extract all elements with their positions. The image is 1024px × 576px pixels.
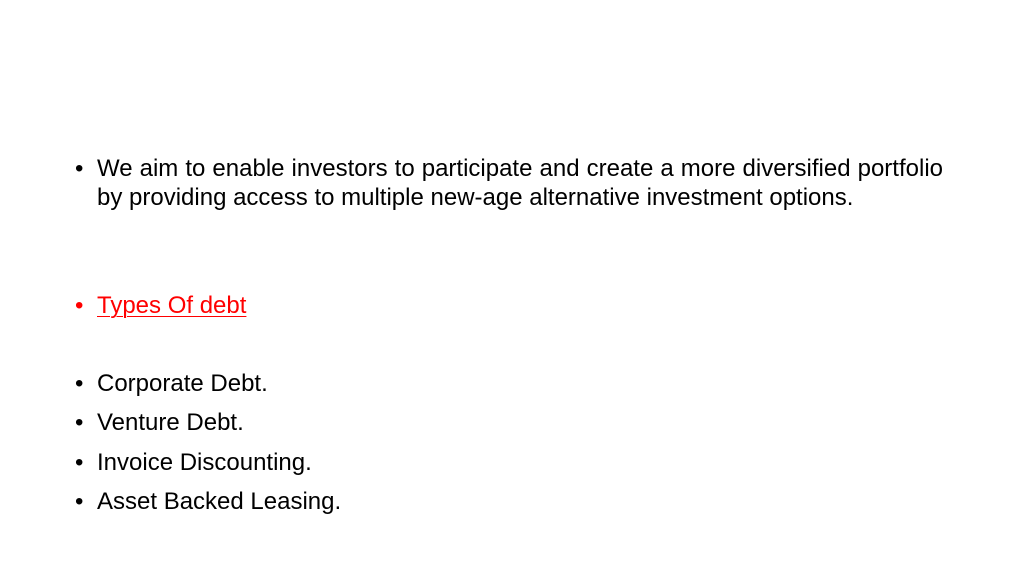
list-item-asset-backed-leasing [75, 487, 341, 516]
bullet-icon: • [75, 155, 84, 182]
types-heading-link[interactable]: Types Of debt [97, 292, 247, 319]
types-heading-item [75, 291, 246, 320]
list-item-label: Corporate Debt. [97, 370, 268, 397]
intro-text: We aim to enable investors to participate and create a more diversified portfolio by providing access to multiple new-age alternative investment options. [97, 155, 943, 211]
bullet-icon: • [75, 292, 84, 319]
list-item-invoice-discounting [75, 448, 312, 477]
bullet-icon: • [75, 370, 84, 397]
list-item-corporate-debt [75, 369, 268, 398]
intro-bullet-item [75, 154, 943, 212]
list-item-label: Venture Debt. [97, 409, 244, 436]
list-item-label: Invoice Discounting. [97, 449, 312, 476]
list-item-label: Asset Backed Leasing. [97, 488, 342, 515]
bullet-icon: • [75, 449, 84, 476]
bullet-icon: • [75, 488, 84, 515]
list-item-venture-debt [75, 408, 244, 437]
bullet-icon: • [75, 409, 84, 436]
